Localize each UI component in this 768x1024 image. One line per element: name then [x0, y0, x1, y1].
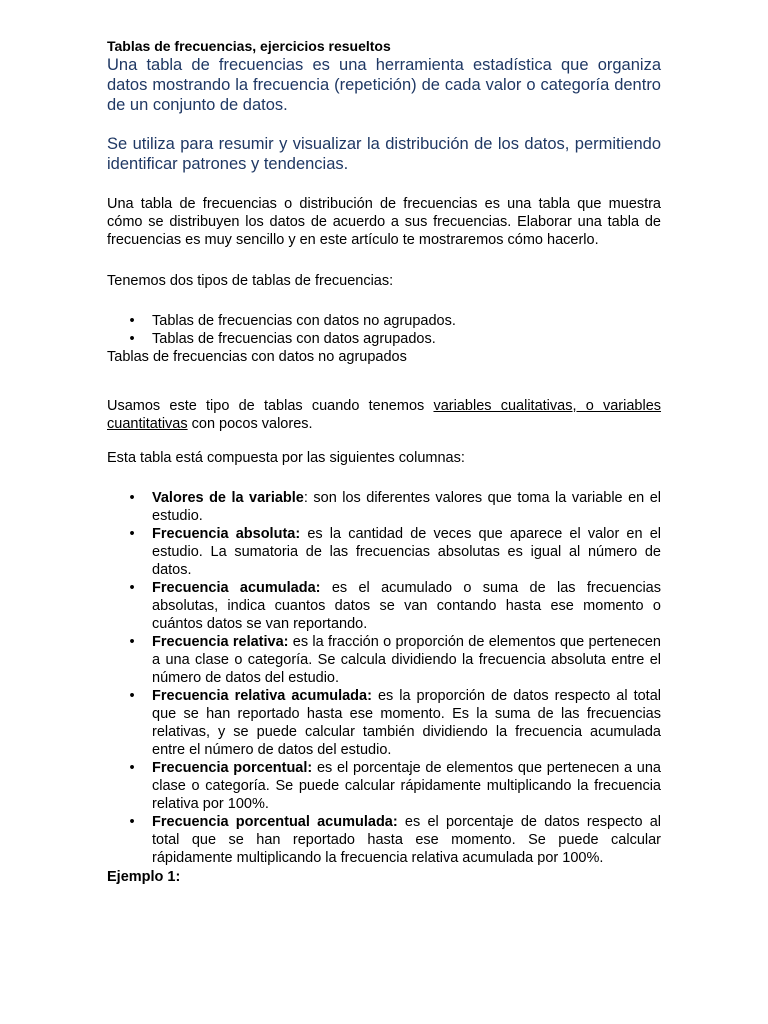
bullet-icon: •	[129, 814, 135, 830]
bullet-icon: •	[129, 634, 135, 650]
usage-text-after: con pocos valores.	[187, 416, 313, 432]
bullet-icon: •	[129, 490, 135, 506]
bullet-icon: •	[129, 526, 135, 542]
document-content	[107, 38, 661, 886]
bullet-icon: •	[129, 331, 135, 347]
list-item-text: Tablas de frecuencias con datos no agrupados.	[152, 313, 456, 329]
columns-intro-paragraph: Esta tabla está compuesta por las siguientes columnas:	[107, 450, 465, 466]
column-description: es la proporción de datos respecto al total que se han reportado hasta ese momento. Es la suma de las frecuencias relativas, y se puede calcular también dividiendo la frecuencia acumulada entre el número de datos del estudio.	[152, 688, 661, 758]
section-subheading: Tablas de frecuencias con datos no agrupados	[107, 349, 407, 365]
intro-paragraph-2: Se utiliza para resumir y visualizar la distribución de los datos, permitiendo identificar patrones y tendencias.	[107, 135, 661, 173]
bullet-icon: •	[129, 580, 135, 596]
columns-list	[107, 489, 661, 867]
usage-text-before: Usamos este tipo de tablas cuando tenemos	[107, 398, 434, 414]
list-item-text: Tablas de frecuencias con datos agrupados.	[152, 331, 436, 347]
list-item	[107, 489, 661, 525]
intro-paragraph-1: Una tabla de frecuencias es una herramienta estadística que organiza datos mostrando la frecuencia (repetición) de cada valor o categoría dentro de un conjunto de datos.	[107, 56, 661, 114]
list-item	[107, 759, 661, 813]
column-term: Valores de la variable	[152, 490, 304, 506]
usage-paragraph	[107, 397, 661, 433]
column-term: Frecuencia absoluta:	[152, 526, 301, 542]
example-heading: Ejemplo 1:	[107, 869, 181, 885]
column-description: es el acumulado o suma de las frecuencias absolutas, indica cuantos datos se van contando hasta ese momento o cuántos datos se van reportando.	[152, 580, 661, 632]
list-item	[107, 579, 661, 633]
column-description: es el porcentaje de datos respecto al total que se han reportado hasta ese momento. Se puede calcular rápidamente multiplicando la frecuencia relativa acumulada por 100%.	[152, 814, 662, 866]
types-intro-paragraph: Tenemos dos tipos de tablas de frecuencias:	[107, 273, 394, 289]
list-item	[107, 330, 661, 348]
column-description: es la fracción o proporción de elementos que pertenecen a una clase o categoría. Se calcula dividiendo la frecuencia absoluta entre el número de datos del estudio.	[152, 634, 662, 686]
column-term: Frecuencia acumulada:	[152, 580, 321, 596]
column-term: Frecuencia porcentual:	[152, 760, 313, 776]
types-list	[107, 312, 661, 348]
variables-link[interactable]: variables cualitativas, o variables cuantitativas	[107, 398, 662, 432]
column-description: : son los diferentes valores que toma la variable en el estudio.	[152, 490, 661, 524]
list-item	[107, 525, 661, 579]
list-item	[107, 687, 661, 759]
list-item	[107, 813, 661, 867]
list-item	[107, 312, 661, 330]
bullet-icon: •	[129, 760, 135, 776]
description-paragraph: Una tabla de frecuencias o distribución de frecuencias es una tabla que muestra cómo se distribuyen los datos de acuerdo a sus frecuencias. Elaborar una tabla de frecuencias es muy sencillo y en este artículo te mostraremos cómo hacerlo.	[107, 196, 661, 248]
bullet-icon: •	[129, 688, 135, 704]
column-description: es el porcentaje de elementos que pertenecen a una clase o categoría. Se puede calcular rápidamente multiplicando la frecuencia relativa por 100%.	[152, 760, 661, 812]
column-description: es la cantidad de veces que aparece el valor en el estudio. La sumatoria de las frecuencias absolutas es igual al número de datos.	[152, 526, 661, 578]
column-term: Frecuencia relativa:	[152, 634, 289, 650]
column-term: Frecuencia relativa acumulada:	[152, 688, 372, 704]
column-term: Frecuencia porcentual acumulada:	[152, 814, 398, 830]
bullet-icon: •	[129, 313, 135, 329]
list-item	[107, 633, 661, 687]
document-title: Tablas de frecuencias, ejercicios resueltos	[107, 38, 391, 54]
